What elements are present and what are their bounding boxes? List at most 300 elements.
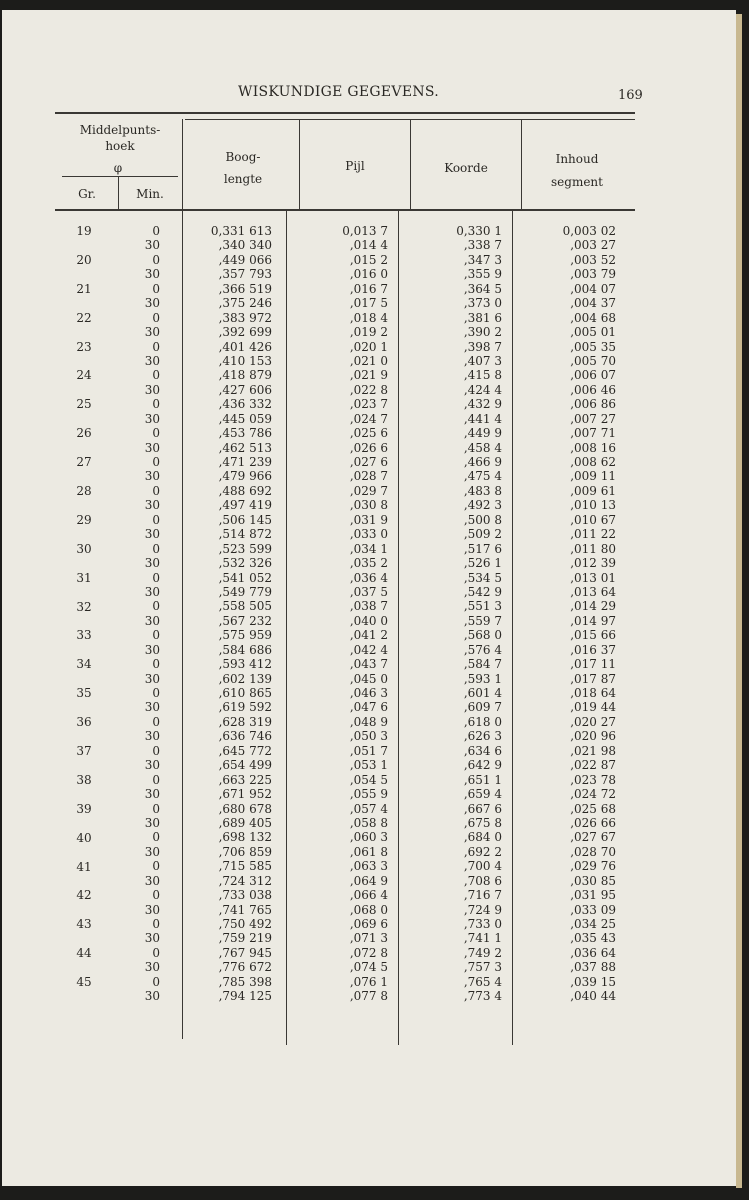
- arc-length-cell: ,488 692: [218, 483, 272, 498]
- degree-cell: 28: [76, 484, 92, 499]
- segment-area-cell: ,036 64: [570, 945, 616, 960]
- minutes-cell: 30: [144, 642, 160, 657]
- minutes-column: [136, 224, 160, 1004]
- height-cell: ,022 8: [349, 382, 388, 397]
- column-divider: [512, 211, 513, 1045]
- minutes-cell: 30: [144, 815, 160, 830]
- height-cell: ,069 6: [349, 917, 388, 931]
- height-cell: ,019 2: [349, 325, 388, 340]
- minutes-cell: 0: [152, 974, 160, 989]
- arc-length-cell: ,733 038: [218, 888, 272, 903]
- height-cell: ,048 9: [349, 714, 388, 729]
- segment-area-cell: ,007 27: [570, 411, 616, 426]
- minutes-cell: 0: [152, 917, 160, 931]
- chord-cell: ,407 3: [463, 353, 502, 368]
- chord-cell: ,542 9: [463, 584, 502, 599]
- segment-area-cell: ,013 64: [570, 584, 616, 599]
- segment-area-cell: ,005 35: [570, 339, 616, 354]
- height-cell: ,025 6: [349, 426, 388, 441]
- minutes-cell: 0: [152, 512, 160, 527]
- arc-length-cell: ,523 599: [218, 541, 272, 556]
- column-divider: [398, 211, 399, 1045]
- minutes-cell: 0: [152, 483, 160, 498]
- chord-cell: ,626 3: [463, 729, 502, 744]
- arc-length-cell: ,654 499: [218, 758, 272, 773]
- arc-length-cell: ,724 312: [218, 873, 272, 888]
- segment-area-cell: ,003 27: [570, 238, 616, 253]
- segment-area-cell: ,008 62: [570, 455, 616, 469]
- minutes-cell: 0: [152, 657, 160, 672]
- chord-cell: ,692 2: [463, 844, 502, 859]
- degree-cell: 23: [76, 339, 92, 354]
- segment-area-cell: ,011 22: [570, 527, 616, 542]
- height-cell: 0,013 7: [342, 224, 388, 238]
- segment-area-cell: ,039 15: [570, 974, 616, 989]
- minutes-cell: 0: [152, 599, 160, 614]
- degree-cell: 27: [76, 455, 92, 470]
- minutes-cell: 0: [152, 945, 160, 960]
- chord-cell: ,347 3: [463, 252, 502, 267]
- segment-area-cell: ,009 11: [570, 469, 616, 484]
- degree-cell: 43: [76, 917, 92, 932]
- height-cell: ,076 1: [349, 974, 388, 989]
- height-cell: ,030 8: [349, 498, 388, 513]
- height-cell: ,045 0: [349, 671, 388, 686]
- segment-area-cell: ,005 01: [570, 325, 616, 340]
- height-cell: ,034 1: [349, 541, 388, 556]
- arc-length-cell: ,619 592: [218, 700, 272, 715]
- degree-cell: 36: [76, 715, 92, 730]
- height-cell: ,021 0: [349, 353, 388, 368]
- chord-cell: ,749 2: [463, 945, 502, 960]
- minutes-cell: 0: [152, 224, 160, 238]
- chord-cell: ,390 2: [463, 325, 502, 340]
- chord-cell: ,500 8: [463, 512, 502, 527]
- chord-cell: ,364 5: [463, 281, 502, 296]
- segment-area-cell: ,020 96: [570, 729, 616, 744]
- arc-length-cell: ,541 052: [218, 570, 272, 585]
- height-cell: ,042 4: [349, 642, 388, 657]
- chord-cell: ,517 6: [463, 541, 502, 556]
- height-cell: ,036 4: [349, 570, 388, 585]
- column-divider: [182, 119, 183, 1039]
- chord-cell: ,398 7: [463, 339, 502, 354]
- chord-cell: ,593 1: [463, 671, 502, 686]
- arc-length-column: [188, 224, 272, 1004]
- arc-length-cell: ,549 779: [218, 584, 272, 599]
- chord-cell: ,609 7: [463, 700, 502, 715]
- arc-length-cell: ,575 959: [218, 628, 272, 643]
- segment-area-cell: ,020 27: [570, 714, 616, 729]
- degree-cell: 24: [76, 368, 92, 383]
- page-edge: [736, 14, 742, 1188]
- page-number: 169: [618, 88, 643, 103]
- minutes-cell: 0: [152, 888, 160, 903]
- height-cell: ,035 2: [349, 556, 388, 571]
- height-cell: ,021 9: [349, 368, 388, 383]
- arc-length-cell: ,715 585: [218, 859, 272, 874]
- height-cell: ,014 4: [349, 238, 388, 253]
- chord-cell: ,618 0: [463, 714, 502, 729]
- chord-cell: ,449 9: [463, 426, 502, 441]
- minutes-cell: 0: [152, 252, 160, 267]
- minutes-cell: 0: [152, 310, 160, 325]
- minutes-cell: 0: [152, 743, 160, 758]
- minutes-cell: 30: [144, 469, 160, 484]
- arc-length-cell: ,776 672: [218, 960, 272, 975]
- segment-area-cell: ,009 61: [570, 483, 616, 498]
- arc-length-cell: ,584 686: [218, 642, 272, 657]
- header-minutes: Min.: [136, 187, 164, 201]
- minutes-cell: 30: [144, 729, 160, 744]
- chord-cell: ,526 1: [463, 556, 502, 571]
- minutes-cell: 0: [152, 541, 160, 556]
- arc-length-cell: ,610 865: [218, 686, 272, 700]
- degree-cell: 39: [76, 801, 92, 816]
- degree-cell: 38: [76, 772, 92, 787]
- arc-length-cell: ,689 405: [218, 815, 272, 830]
- height-cell: ,016 0: [349, 267, 388, 282]
- height-cell: ,027 6: [349, 455, 388, 469]
- minutes-cell: 30: [144, 498, 160, 513]
- arc-length-cell: ,741 765: [218, 902, 272, 917]
- arc-length-cell: ,392 699: [218, 325, 272, 340]
- height-cell: ,047 6: [349, 700, 388, 715]
- segment-area-cell: ,013 01: [570, 570, 616, 585]
- arc-length-cell: ,645 772: [218, 743, 272, 758]
- height-cell: ,018 4: [349, 310, 388, 325]
- arc-length-cell: ,418 879: [218, 368, 272, 383]
- minutes-cell: 0: [152, 859, 160, 874]
- degree-cell: 29: [76, 512, 92, 527]
- chord-cell: ,651 1: [463, 772, 502, 787]
- degree-cell: 33: [76, 628, 92, 643]
- height-cell: ,015 2: [349, 252, 388, 267]
- height-cell: ,068 0: [349, 902, 388, 917]
- segment-area-cell: ,025 68: [570, 801, 616, 816]
- segment-area-cell: ,014 29: [570, 599, 616, 614]
- chord-cell: ,551 3: [463, 599, 502, 614]
- minutes-cell: 30: [144, 267, 160, 282]
- segment-area-cell: ,021 98: [570, 743, 616, 758]
- arc-length-cell: ,410 153: [218, 353, 272, 368]
- segment-area-cell: ,017 11: [570, 657, 616, 672]
- minutes-cell: 0: [152, 281, 160, 296]
- segment-area-cell: 0,003 02: [562, 224, 616, 238]
- chord-cell: ,757 3: [463, 960, 502, 975]
- minutes-cell: 30: [144, 671, 160, 686]
- segment-area-cell: ,014 97: [570, 613, 616, 628]
- minutes-cell: 30: [144, 238, 160, 253]
- height-cell: ,031 9: [349, 512, 388, 527]
- chord-cell: ,415 8: [463, 368, 502, 383]
- segment-area-cell: ,004 68: [570, 310, 616, 325]
- arc-length-cell: ,401 426: [218, 339, 272, 354]
- minutes-cell: 0: [152, 426, 160, 441]
- minutes-cell: 0: [152, 830, 160, 845]
- height-cell: ,043 7: [349, 657, 388, 672]
- segment-area-cell: ,010 67: [570, 512, 616, 527]
- segment-area-cell: ,023 78: [570, 772, 616, 787]
- height-cell: ,020 1: [349, 339, 388, 354]
- chord-cell: ,381 6: [463, 310, 502, 325]
- chord-cell: ,492 3: [463, 498, 502, 513]
- arc-length-cell: ,479 966: [218, 469, 272, 484]
- chord-cell: ,568 0: [463, 628, 502, 643]
- header-chord: Koorde: [444, 161, 488, 175]
- height-cell: ,057 4: [349, 801, 388, 816]
- chord-column: [440, 224, 502, 1004]
- arc-length-cell: ,449 066: [218, 252, 272, 267]
- degree-cell: 19: [76, 224, 92, 238]
- arc-length-cell: ,636 746: [218, 729, 272, 744]
- segment-area-cell: ,004 07: [570, 281, 616, 296]
- chord-cell: ,483 8: [463, 483, 502, 498]
- segment-area-cell: ,022 87: [570, 758, 616, 773]
- chord-cell: ,355 9: [463, 267, 502, 282]
- degree-cell: 37: [76, 744, 92, 759]
- arc-length-cell: ,506 145: [218, 512, 272, 527]
- degrees-column: [66, 224, 102, 1004]
- chord-cell: ,458 4: [463, 440, 502, 455]
- arc-length-cell: ,375 246: [218, 296, 272, 311]
- column-divider: [118, 176, 119, 210]
- minutes-cell: 30: [144, 989, 160, 1004]
- header-segment-area: Inhoud segment: [551, 152, 603, 189]
- segment-area-cell: ,027 67: [570, 830, 616, 845]
- height-cell: ,054 5: [349, 772, 388, 787]
- minutes-cell: 0: [152, 368, 160, 383]
- arc-length-cell: ,436 332: [218, 397, 272, 412]
- arc-length-cell: ,514 872: [218, 527, 272, 542]
- degree-cell: 25: [76, 397, 92, 412]
- arc-length-cell: ,383 972: [218, 310, 272, 325]
- chord-cell: ,675 8: [463, 815, 502, 830]
- arc-length-cell: ,366 519: [218, 281, 272, 296]
- chord-cell: ,373 0: [463, 296, 502, 311]
- minutes-cell: 30: [144, 613, 160, 628]
- degree-cell: 31: [76, 570, 92, 585]
- header-bottom-rule: [55, 209, 635, 211]
- header-phi: φ: [113, 161, 123, 175]
- height-cell: ,038 7: [349, 599, 388, 614]
- arc-length-cell: ,663 225: [218, 772, 272, 787]
- minutes-cell: 0: [152, 455, 160, 469]
- arc-length-cell: ,759 219: [218, 931, 272, 946]
- segment-area-cell: ,033 09: [570, 902, 616, 917]
- segment-area-cell: ,012 39: [570, 556, 616, 571]
- arc-length-cell: ,680 678: [218, 801, 272, 816]
- minutes-cell: 30: [144, 584, 160, 599]
- chord-cell: ,534 5: [463, 570, 502, 585]
- height-cell: ,029 7: [349, 483, 388, 498]
- segment-area-cell: ,006 07: [570, 368, 616, 383]
- height-cell: ,061 8: [349, 844, 388, 859]
- segment-area-cell: ,016 37: [570, 642, 616, 657]
- chord-cell: ,773 4: [463, 989, 502, 1004]
- arc-length-cell: ,767 945: [218, 945, 272, 960]
- segment-area-cell: ,031 95: [570, 888, 616, 903]
- chord-cell: ,475 4: [463, 469, 502, 484]
- arc-length-cell: ,558 505: [218, 599, 272, 614]
- chord-cell: ,559 7: [463, 613, 502, 628]
- segment-area-cell: ,030 85: [570, 873, 616, 888]
- segment-area-column: [546, 224, 616, 1004]
- arc-length-cell: ,445 059: [218, 411, 272, 426]
- height-cell: ,055 9: [349, 787, 388, 802]
- header-height: Pijl: [345, 159, 365, 173]
- minutes-cell: 0: [152, 397, 160, 412]
- chord-cell: ,576 4: [463, 642, 502, 657]
- chord-cell: ,601 4: [463, 686, 502, 700]
- minutes-cell: 0: [152, 339, 160, 354]
- chord-cell: ,634 6: [463, 743, 502, 758]
- chord-cell: ,716 7: [463, 888, 502, 903]
- degree-cell: 42: [76, 888, 92, 903]
- height-cell: ,050 3: [349, 729, 388, 744]
- minutes-cell: 30: [144, 787, 160, 802]
- height-cell: ,072 8: [349, 945, 388, 960]
- degree-cell: 35: [76, 686, 92, 701]
- minutes-cell: 30: [144, 844, 160, 859]
- segment-area-cell: ,011 80: [570, 541, 616, 556]
- arc-length-cell: ,593 412: [218, 657, 272, 672]
- degree-cell: 21: [76, 281, 92, 296]
- height-cell: ,041 2: [349, 628, 388, 643]
- arc-length-cell: ,462 513: [218, 440, 272, 455]
- segment-area-cell: ,029 76: [570, 859, 616, 874]
- degree-cell: 30: [76, 541, 92, 556]
- chord-cell: ,667 6: [463, 801, 502, 816]
- minutes-cell: 30: [144, 353, 160, 368]
- degree-cell: 45: [76, 975, 92, 990]
- segment-area-cell: ,005 70: [570, 353, 616, 368]
- chord-cell: ,659 4: [463, 787, 502, 802]
- arc-length-cell: ,497 419: [218, 498, 272, 513]
- degree-cell: 26: [76, 426, 92, 441]
- degree-cell: 32: [76, 599, 92, 614]
- height-cell: ,040 0: [349, 613, 388, 628]
- height-cell: ,016 7: [349, 281, 388, 296]
- segment-area-cell: ,008 16: [570, 440, 616, 455]
- minutes-cell: 0: [152, 628, 160, 643]
- degree-cell: 22: [76, 310, 92, 325]
- height-cell: ,051 7: [349, 743, 388, 758]
- chord-cell: ,765 4: [463, 974, 502, 989]
- minutes-cell: 30: [144, 556, 160, 571]
- segment-area-cell: ,004 37: [570, 296, 616, 311]
- chord-cell: 0,330 1: [456, 224, 502, 238]
- height-cell: ,046 3: [349, 686, 388, 700]
- chord-cell: ,733 0: [463, 917, 502, 931]
- minutes-cell: 0: [152, 714, 160, 729]
- chord-cell: ,684 0: [463, 830, 502, 845]
- minutes-cell: 30: [144, 931, 160, 946]
- arc-length-cell: ,671 952: [218, 787, 272, 802]
- minutes-cell: 30: [144, 325, 160, 340]
- chord-cell: ,724 9: [463, 902, 502, 917]
- height-cell: ,060 3: [349, 830, 388, 845]
- arc-length-cell: ,453 786: [218, 426, 272, 441]
- degree-cell: 20: [76, 252, 92, 267]
- chord-cell: ,700 4: [463, 859, 502, 874]
- segment-area-cell: ,034 25: [570, 917, 616, 931]
- segment-area-cell: ,003 79: [570, 267, 616, 282]
- arc-length-cell: ,427 606: [218, 382, 272, 397]
- arc-length-cell: ,567 232: [218, 613, 272, 628]
- segment-area-cell: ,017 87: [570, 671, 616, 686]
- height-cell: ,037 5: [349, 584, 388, 599]
- top-rule: [55, 112, 635, 114]
- height-cell: ,033 0: [349, 527, 388, 542]
- height-cell: ,063 3: [349, 859, 388, 874]
- degree-cell: 44: [76, 946, 92, 961]
- degree-cell: 40: [76, 830, 92, 845]
- minutes-cell: 30: [144, 873, 160, 888]
- chord-cell: ,584 7: [463, 657, 502, 672]
- height-cell: ,071 3: [349, 931, 388, 946]
- minutes-cell: 0: [152, 772, 160, 787]
- chord-cell: ,432 9: [463, 397, 502, 412]
- segment-area-cell: ,019 44: [570, 700, 616, 715]
- minutes-cell: 30: [144, 440, 160, 455]
- chord-cell: ,708 6: [463, 873, 502, 888]
- subheader-rule: [62, 176, 178, 177]
- minutes-cell: 30: [144, 296, 160, 311]
- minutes-cell: 30: [144, 700, 160, 715]
- segment-area-cell: ,003 52: [570, 252, 616, 267]
- minutes-cell: 30: [144, 960, 160, 975]
- running-header: WISKUNDIGE GEGEVENS.: [238, 84, 440, 100]
- segment-area-cell: ,026 66: [570, 815, 616, 830]
- segment-area-cell: ,015 66: [570, 628, 616, 643]
- arc-length-cell: ,698 132: [218, 830, 272, 845]
- minutes-cell: 30: [144, 902, 160, 917]
- arc-length-cell: ,785 398: [218, 974, 272, 989]
- arc-length-cell: ,340 340: [218, 238, 272, 253]
- degree-cell: 34: [76, 657, 92, 672]
- height-cell: ,026 6: [349, 440, 388, 455]
- degree-cell: 41: [76, 859, 92, 874]
- arc-length-cell: ,794 125: [218, 989, 272, 1004]
- segment-area-cell: ,018 64: [570, 686, 616, 700]
- height-cell: ,058 8: [349, 815, 388, 830]
- height-cell: ,024 7: [349, 411, 388, 426]
- height-cell: ,074 5: [349, 960, 388, 975]
- segment-area-cell: ,035 43: [570, 931, 616, 946]
- chord-cell: ,338 7: [463, 238, 502, 253]
- minutes-cell: 30: [144, 527, 160, 542]
- height-cell: ,064 9: [349, 873, 388, 888]
- segment-area-cell: ,024 72: [570, 787, 616, 802]
- minutes-cell: 30: [144, 758, 160, 773]
- minutes-cell: 0: [152, 801, 160, 816]
- arc-length-cell: ,628 319: [218, 714, 272, 729]
- arc-length-cell: 0,331 613: [210, 224, 272, 238]
- minutes-cell: 0: [152, 570, 160, 585]
- arc-length-cell: ,750 492: [218, 917, 272, 931]
- minutes-cell: 30: [144, 382, 160, 397]
- height-cell: ,077 8: [349, 989, 388, 1004]
- height-cell: ,028 7: [349, 469, 388, 484]
- segment-area-cell: ,006 46: [570, 382, 616, 397]
- chord-cell: ,509 2: [463, 527, 502, 542]
- segment-area-cell: ,006 86: [570, 397, 616, 412]
- segment-area-cell: ,007 71: [570, 426, 616, 441]
- arc-length-cell: ,357 793: [218, 267, 272, 282]
- height-cell: ,066 4: [349, 888, 388, 903]
- arc-length-cell: ,532 326: [218, 556, 272, 571]
